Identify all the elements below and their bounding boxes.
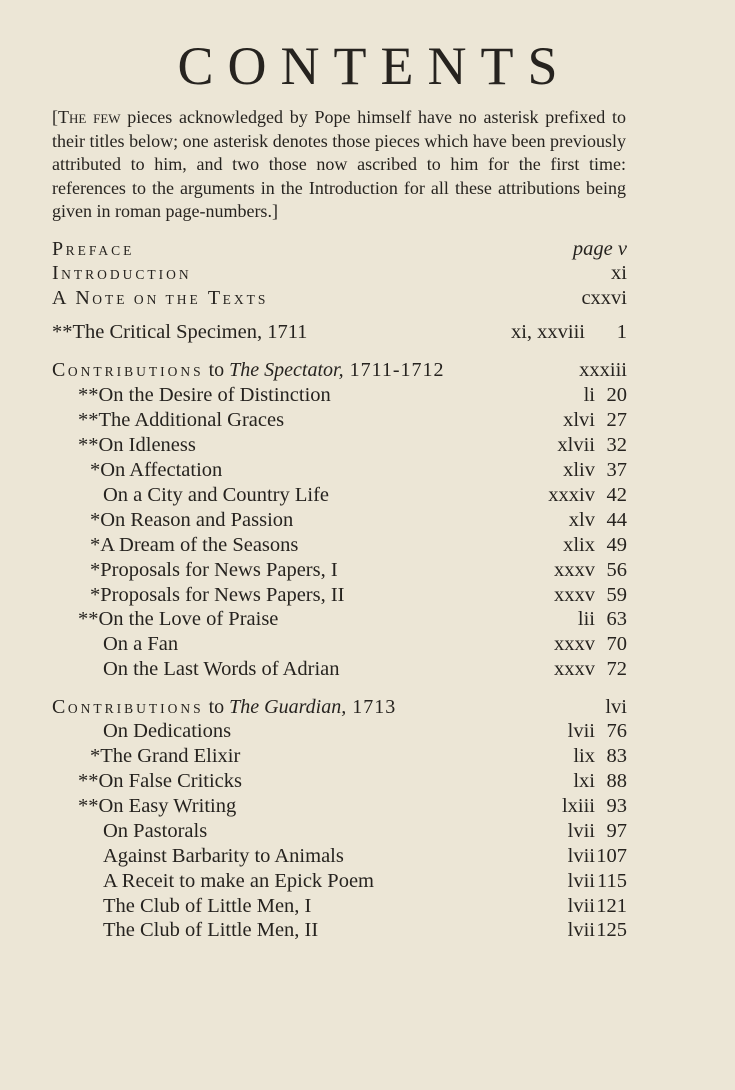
toc-row-specimen[interactable] (0, 320, 735, 345)
intro-reference: li (583, 384, 595, 406)
page-number: 70 (606, 633, 627, 655)
entry-smallcaps: REFACE (65, 243, 135, 258)
note-close-bracket: ] (271, 201, 278, 221)
toc-row[interactable] (0, 744, 735, 769)
intro-reference: lii (577, 608, 595, 630)
page-number: 59 (606, 584, 627, 606)
toc-row[interactable] (0, 607, 735, 632)
intro-reference: lxiii (561, 795, 595, 817)
toc-row[interactable] (0, 794, 735, 819)
toc-row[interactable] (0, 483, 735, 508)
toc-row[interactable] (0, 632, 735, 657)
page-number: 76 (606, 720, 627, 742)
entry-initial: I (52, 262, 62, 284)
entry-title: On Dedications (103, 720, 232, 742)
entry-title: A Receit to make an Epick Poem (103, 870, 374, 892)
page-number: xxxiii (579, 359, 627, 381)
intro-reference: xxxv (554, 658, 595, 680)
entry-title: **On the Desire of Distinction (78, 384, 331, 406)
page-number: 32 (606, 434, 627, 456)
entry-title: The Club of Little Men, II (103, 919, 319, 941)
page-number: 97 (606, 820, 627, 842)
page-number: 72 (606, 658, 627, 680)
toc-row[interactable] (0, 533, 735, 558)
entry-title: On a Fan (103, 633, 179, 655)
intro-reference: xlvii (557, 434, 595, 456)
page-number: xi (611, 262, 627, 284)
toc-row[interactable] (0, 458, 735, 483)
entry-title: On Pastorals (103, 820, 208, 842)
note-lead: The few (58, 107, 121, 127)
toc-row-preface[interactable] (0, 237, 735, 262)
entry-title: **On Idleness (78, 434, 196, 456)
toc-row[interactable] (0, 558, 735, 583)
entry-title: **The Critical Specimen, 1711 (52, 321, 308, 343)
entry-title: **On the Love of Praise (78, 608, 279, 630)
toc-row[interactable] (0, 869, 735, 894)
entry-title: *On Affectation (90, 459, 223, 481)
intro-reference: lvii (567, 870, 595, 892)
section-heading-spectator[interactable]: CONTRIBUTIONS to The Spectator, 1711-1712 xxxiii (52, 359, 627, 381)
page-number: 115 (597, 870, 627, 892)
entry-title: Against Barbarity to Animals (103, 845, 344, 867)
entry-initial: A N (52, 287, 93, 309)
entry-title: The Club of Little Men, I (103, 895, 312, 917)
page-number: 1 (616, 321, 627, 343)
page-number: 93 (606, 795, 627, 817)
toc-row-introduction[interactable] (0, 261, 735, 286)
page-number: 83 (606, 745, 627, 767)
intro-reference: lvii (567, 720, 595, 742)
note-open-bracket: [ (52, 107, 58, 127)
intro-reference: xi, xxviii (510, 321, 585, 343)
page-number: 37 (606, 459, 627, 481)
page-number: 20 (606, 384, 627, 406)
intro-reference: xlvi (563, 409, 595, 431)
page-number: 44 (606, 509, 627, 531)
page-number: 63 (606, 608, 627, 630)
page-title: CONTENTS (177, 36, 572, 96)
page-number: 49 (606, 534, 627, 556)
toc-row[interactable] (0, 657, 735, 682)
toc-row[interactable] (0, 819, 735, 844)
toc-row[interactable] (0, 844, 735, 869)
toc-row[interactable] (0, 408, 735, 433)
entry-title: **On False Criticks (78, 770, 242, 792)
entry-title: *Proposals for News Papers, I (90, 559, 338, 581)
toc-row[interactable] (0, 719, 735, 744)
page-number: 125 (596, 919, 627, 941)
intro-reference: lvii (567, 919, 595, 941)
toc-row[interactable] (0, 918, 735, 943)
toc-row[interactable] (0, 894, 735, 919)
page-number: 56 (606, 559, 627, 581)
intro-reference: xlix (563, 534, 595, 556)
page-number: 27 (606, 409, 627, 431)
intro-reference: xxxiv (548, 484, 595, 506)
toc-row-note-on-texts[interactable]: A NOTE ON THE TEXTS cxxvi (52, 287, 627, 309)
toc-row[interactable] (0, 769, 735, 794)
page-number: 121 (596, 895, 627, 917)
page-number: 42 (606, 484, 627, 506)
entry-title: **The Additional Graces (78, 409, 285, 431)
intro-reference: lvii (567, 895, 595, 917)
intro-reference: lvii (567, 845, 595, 867)
intro-reference: xxxv (554, 584, 595, 606)
toc-row[interactable] (0, 433, 735, 458)
page-number: page v (572, 238, 627, 260)
intro-reference: xlv (568, 509, 595, 531)
entry-title: *The Grand Elixir (90, 745, 241, 767)
intro-reference: lxi (573, 770, 595, 792)
entry-title: **On Easy Writing (78, 795, 237, 817)
intro-reference: lix (573, 745, 595, 767)
entry-title: *Proposals for News Papers, II (90, 584, 345, 606)
editorial-note (52, 106, 626, 224)
page-number: 88 (606, 770, 627, 792)
note-text: pieces acknowledged by Pope himself have no asterisk prefixed to their titles below; one asterisk denotes those pieces which have been previously attributed to him, and two those now ascribed to him for the first time: references to the arguments in the Introduction for all these attributions being given in roman page-numbers. (52, 107, 626, 221)
toc-row[interactable] (0, 383, 735, 408)
intro-reference: xxxv (554, 559, 595, 581)
page-number: cxxvi (581, 287, 627, 309)
entry-title: *On Reason and Passion (90, 509, 294, 531)
page-number: lvi (605, 696, 627, 718)
intro-reference: xliv (563, 459, 595, 481)
entry-initial: P (52, 238, 66, 260)
page-number: 107 (596, 845, 627, 867)
toc-row[interactable] (0, 583, 735, 608)
entry-title: On a City and Country Life (103, 484, 330, 506)
entry-smallcaps: OTE ON THE (92, 292, 201, 307)
intro-reference: lvii (567, 820, 595, 842)
section-heading-guardian[interactable]: CONTRIBUTIONS to The Guardian, 1713 lvi (52, 696, 627, 718)
entry-smallcaps: NTRODUCTION (61, 267, 192, 282)
entry-title: On the Last Words of Adrian (103, 658, 340, 680)
entry-title: *A Dream of the Seasons (90, 534, 299, 556)
intro-reference: xxxv (554, 633, 595, 655)
toc-row[interactable] (0, 508, 735, 533)
